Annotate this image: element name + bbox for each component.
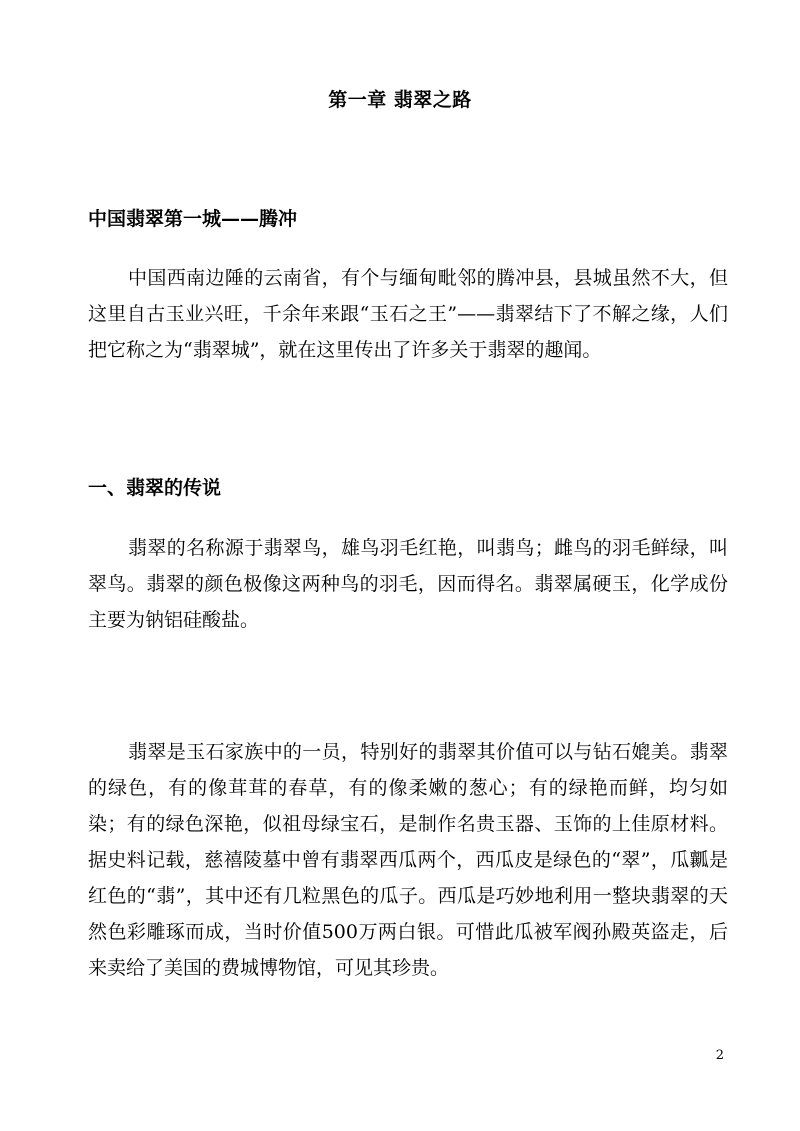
section-heading-legend: 一、翡翠的传说 [88,477,222,499]
paragraph-name-origin: 翡翠的名称源于翡翠鸟，雄鸟羽毛红艳，叫翡鸟；雌鸟的羽毛鲜绿，叫翠鸟。翡翠的颜色极像这两种鸟的羽毛，因而得名。翡翠属硬玉，化学成份主要为钠铝硅酸盐。 [88,537,728,631]
chapter-title: 第一章 翡翠之路 [328,89,472,111]
section-heading-tengchong: 中国翡翠第一城——腾冲 [88,208,298,230]
paragraph-jade-value: 翡翠是玉石家族中的一员，特别好的翡翠其价值可以与钻石媲美。翡翠的绿色，有的像茸茸的春草，有的像柔嫩的葱心；有的绿艳而鲜，均匀如染；有的绿色深艳，似祖母绿宝石，是制作名贵玉器、玉饰的上佳原材料。据史料记载，慈禧陵墓中曾有翡翠西瓜两个，西瓜皮是绿色的“翠”，瓜瓤是红色的“翡”，其中还有几粒黑色的瓜子。西瓜是巧妙地利用一整块翡翠的天然色彩雕琢而成，当时价值500万两白银。可惜此瓜被军阀孙殿英盗走，后来卖给了美国的费城博物馆，可见其珍贵。 [88,741,728,979]
paragraph-tengchong: 中国西南边陲的云南省，有个与缅甸毗邻的腾冲县，县城虽然不大，但这里自古玉业兴旺，千余年来跟“玉石之王”——翡翠结下了不解之缘，人们把它称之为“翡翠城”，就在这里传出了许多关于翡翠的趣闻。 [88,267,728,361]
page-number: 2 [715,1048,724,1063]
